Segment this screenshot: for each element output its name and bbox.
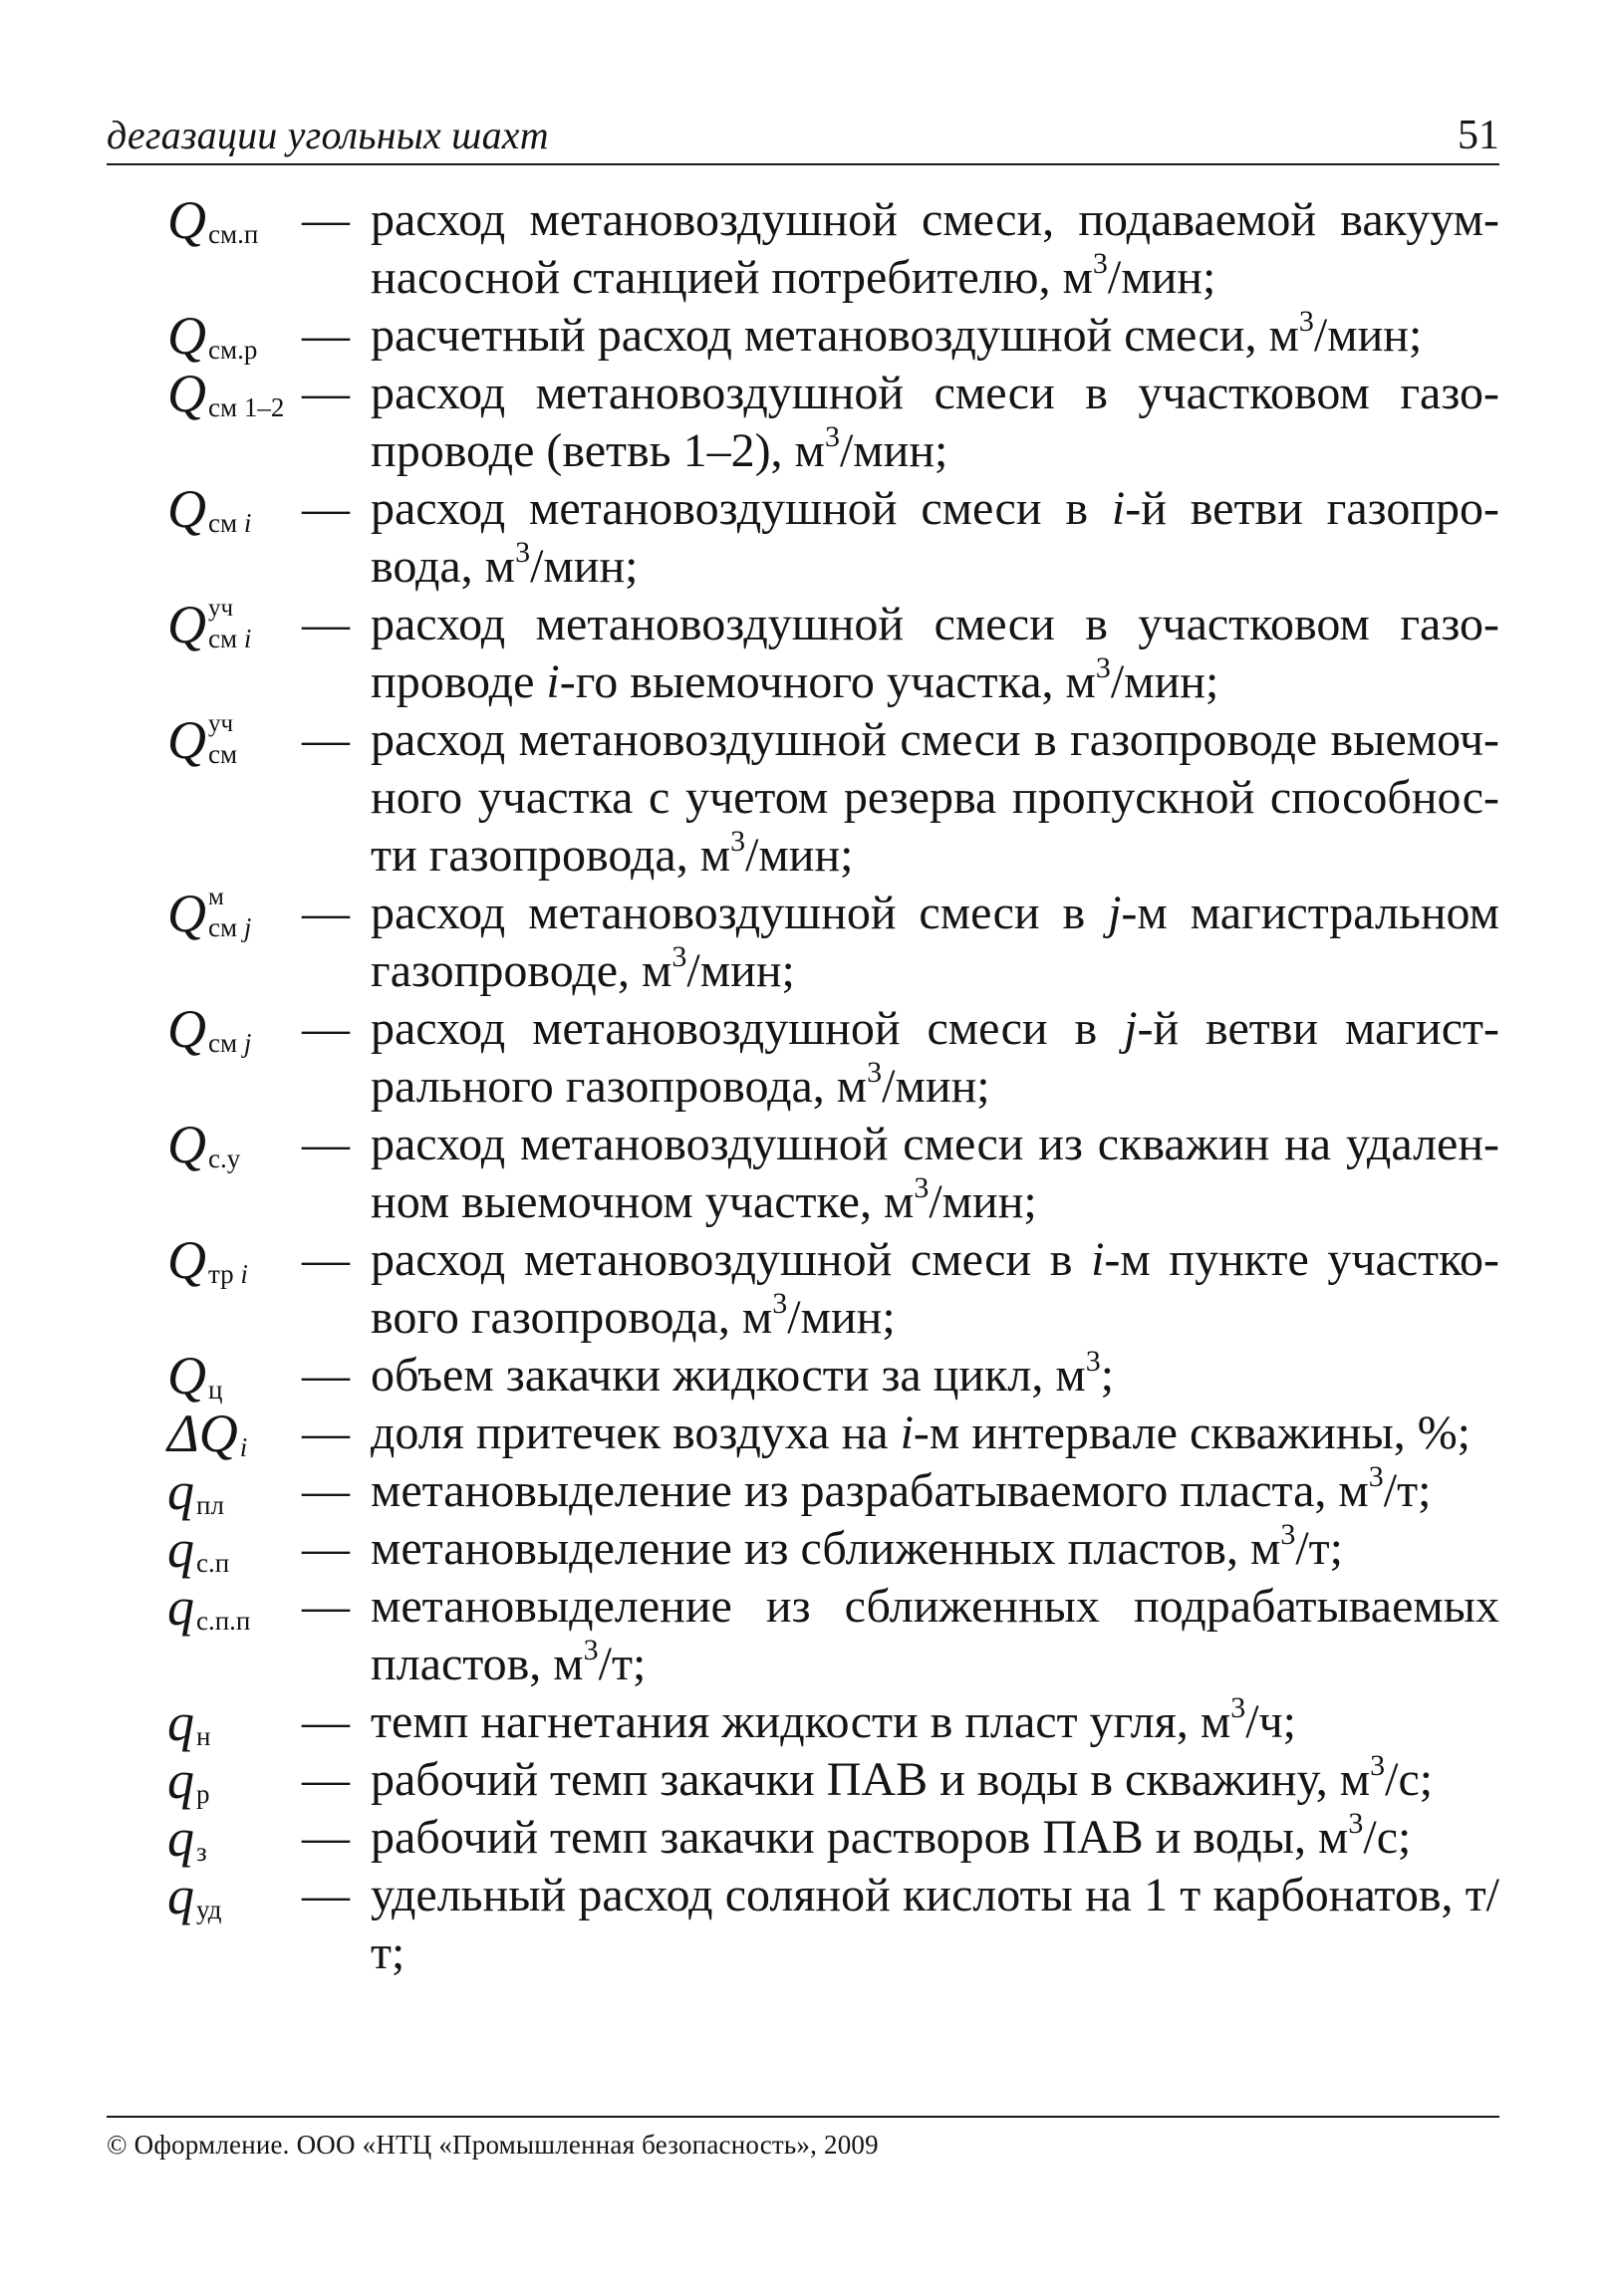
unit-exponent: 3 <box>583 1634 599 1666</box>
definition-index-variable: i <box>900 1406 914 1459</box>
definition-text-tail: /с; <box>1363 1811 1412 1864</box>
symbol-subscript-text: пл <box>196 1490 224 1520</box>
definition-text <box>371 596 1499 711</box>
definition-text <box>371 885 1499 1000</box>
symbol-subscript <box>208 219 258 249</box>
symbol-base: q <box>167 1519 194 1579</box>
definition-text <box>371 365 1499 480</box>
symbol-subscript-text: см <box>208 739 238 769</box>
definition-text-body: -й ветви магист-рального газопровода, м <box>371 1002 1499 1113</box>
symbol-notation <box>167 1751 297 1809</box>
symbol-base: Q <box>167 1115 206 1174</box>
symbol-scripts <box>206 1231 276 1289</box>
symbol-notation <box>167 365 297 422</box>
definition-text-body: -м интервале скважины, %; <box>913 1406 1471 1459</box>
definition-text <box>371 1404 1499 1462</box>
glossary-entry <box>0 1867 1605 1982</box>
symbol-notation <box>167 1404 297 1462</box>
symbol-subscript-text: см <box>208 1028 244 1058</box>
symbol-subscript-index: i <box>243 624 252 653</box>
definition-text-lead: доля притечек воздуха на <box>371 1406 901 1459</box>
definition-dash: — <box>302 1464 350 1517</box>
symbol-subscript-text: см <box>208 508 244 538</box>
symbol-subscript-text: уд <box>196 1895 222 1924</box>
symbol-notation <box>167 1347 297 1404</box>
glossary-entry <box>0 191 1605 307</box>
symbol-scripts <box>206 1347 276 1404</box>
definition-index-variable: i <box>546 655 560 708</box>
definition-text-body: расчетный расход метановоздушной смеси, м <box>371 309 1299 362</box>
definition-text-tail: /мин; <box>1110 655 1219 708</box>
symbol-subscript-text: с.п <box>196 1548 230 1578</box>
definition-text <box>371 1751 1499 1809</box>
symbol-base: q <box>167 1461 194 1521</box>
definition-index-variable: i <box>1091 1233 1105 1286</box>
footer-rule <box>107 2116 1499 2118</box>
definition-text-body: объем закачки жидкости за цикл, м <box>371 1349 1086 1402</box>
unit-exponent: 3 <box>671 940 687 973</box>
unit-exponent: 3 <box>1298 305 1314 338</box>
definition-dash: — <box>302 1811 350 1864</box>
symbol-notation <box>167 1520 297 1578</box>
symbol-notation <box>167 1693 297 1751</box>
definition-text-tail: /мин; <box>787 1291 896 1344</box>
symbol-base: Q <box>167 595 206 654</box>
unit-exponent: 3 <box>914 1171 930 1204</box>
symbol-notation <box>167 596 297 653</box>
symbol-base: Q <box>167 884 206 943</box>
symbol-scripts <box>238 1404 308 1462</box>
symbol-base: ΔQ <box>167 1403 238 1463</box>
symbol-scripts <box>194 1809 264 1867</box>
definition-text-tail: /т; <box>1383 1464 1432 1517</box>
definition-text <box>371 1347 1499 1404</box>
symbol-notation <box>167 885 297 942</box>
definition-dash: — <box>302 193 350 246</box>
definition-text <box>371 1867 1499 1982</box>
unit-exponent: 3 <box>1095 651 1111 684</box>
page-number: 51 <box>1458 113 1499 158</box>
definition-text-tail: /т; <box>1295 1522 1343 1575</box>
unit-exponent: 3 <box>1368 1460 1384 1493</box>
glossary-entry <box>0 1809 1605 1867</box>
definition-dash: — <box>302 1118 350 1170</box>
definition-dash: — <box>302 309 350 362</box>
glossary-entry <box>0 711 1605 885</box>
symbol-scripts <box>206 885 276 942</box>
definition-text-tail: /мин; <box>929 1175 1037 1228</box>
definition-index-variable: j <box>1124 1002 1138 1055</box>
definition-dash: — <box>302 1753 350 1806</box>
symbol-subscript-text: см 1–2 <box>208 392 285 422</box>
symbol-subscript <box>196 1779 210 1809</box>
definition-text <box>371 480 1499 596</box>
definition-text-body: метановыделение из разрабатываемого пласта, м <box>371 1464 1369 1517</box>
unit-exponent: 3 <box>1085 1345 1101 1378</box>
glossary-entry <box>0 1000 1605 1116</box>
glossary-entry <box>0 1578 1605 1693</box>
symbol-subscript-text: н <box>196 1721 211 1751</box>
definition-text <box>371 1462 1499 1520</box>
definition-dash: — <box>302 1522 350 1575</box>
definition-index-variable: i <box>1111 482 1126 535</box>
symbol-subscript <box>208 739 237 769</box>
symbol-subscript-index: j <box>243 1028 252 1058</box>
symbol-base: q <box>167 1577 194 1637</box>
symbol-scripts <box>194 1693 264 1751</box>
definition-text <box>371 711 1499 885</box>
symbol-subscript-index: i <box>240 1259 248 1289</box>
symbol-scripts <box>206 1116 276 1173</box>
symbol-glossary <box>0 191 1605 1982</box>
definition-text-body: -м магистральном газопроводе, м <box>371 887 1499 997</box>
definition-text <box>371 191 1499 307</box>
definition-text-tail: /ч; <box>1245 1695 1297 1748</box>
definition-index-variable: j <box>1108 887 1122 939</box>
symbol-subscript-text: з <box>196 1837 207 1867</box>
symbol-subscript-text: см <box>208 624 244 653</box>
symbol-subscript <box>196 1606 250 1636</box>
glossary-entry <box>0 307 1605 365</box>
symbol-subscript-text: см <box>208 912 244 942</box>
glossary-entry <box>0 1751 1605 1809</box>
definition-text-body: метановыделение из сближенных пластов, м <box>371 1522 1281 1575</box>
definition-text-lead: расход метановоздушной смеси в <box>371 887 1109 939</box>
definition-text <box>371 1693 1499 1751</box>
unit-exponent: 3 <box>867 1056 883 1089</box>
definition-text <box>371 1231 1499 1347</box>
symbol-notation <box>167 191 297 249</box>
definition-dash: — <box>302 598 350 650</box>
symbol-subscript-text: ц <box>208 1375 223 1404</box>
symbol-subscript-text: тр <box>208 1259 241 1289</box>
symbol-scripts <box>194 1520 264 1578</box>
unit-exponent: 3 <box>772 1287 788 1320</box>
unit-exponent: 3 <box>515 536 531 569</box>
symbol-subscript-text: см.п <box>208 219 259 249</box>
symbol-base: q <box>167 1808 194 1868</box>
symbol-subscript <box>208 1028 251 1058</box>
symbol-subscript-text: см.р <box>208 335 258 365</box>
glossary-entry <box>0 1116 1605 1231</box>
symbol-scripts <box>194 1578 264 1636</box>
definition-dash: — <box>302 1002 350 1055</box>
definition-text-tail: /мин; <box>745 829 854 882</box>
symbol-notation <box>167 1462 297 1520</box>
symbol-subscript <box>196 1837 207 1867</box>
symbol-notation <box>167 1809 297 1867</box>
definition-dash: — <box>302 1580 350 1633</box>
glossary-entry <box>0 365 1605 480</box>
definition-text <box>371 1578 1499 1693</box>
running-header <box>107 108 1499 165</box>
symbol-scripts <box>206 1000 276 1058</box>
definition-text-tail: /мин; <box>1313 309 1423 362</box>
glossary-entry <box>0 885 1605 1000</box>
symbol-subscript <box>208 1375 222 1404</box>
symbol-superscript: м <box>208 884 224 910</box>
definition-text-tail: /с; <box>1385 1753 1434 1806</box>
symbol-subscript <box>196 1548 229 1578</box>
glossary-entry <box>0 1347 1605 1404</box>
symbol-base: q <box>167 1692 194 1752</box>
definition-text-tail: /мин; <box>1107 251 1216 304</box>
definition-text-body: расход метановоздушной смеси в газопроводе выемоч-ного участка с учетом резерва пропускной способнос-ти газопровода, м <box>371 713 1499 882</box>
symbol-subscript <box>196 1490 224 1520</box>
definition-text <box>371 1116 1499 1231</box>
symbol-subscript <box>208 335 257 365</box>
unit-exponent: 3 <box>1092 247 1108 280</box>
definition-text-lead: расход метановоздушной смеси в <box>371 1002 1125 1055</box>
symbol-notation <box>167 480 297 538</box>
definition-text-lead: расход метановоздушной смеси в участковом газо-проводе <box>371 598 1499 708</box>
symbol-notation <box>167 1000 297 1058</box>
symbol-base: Q <box>167 364 206 423</box>
glossary-entry <box>0 1693 1605 1751</box>
definition-dash: — <box>302 1869 350 1921</box>
symbol-subscript-text: с.у <box>208 1144 241 1173</box>
symbol-subscript-index: j <box>243 912 252 942</box>
symbol-subscript <box>208 392 284 422</box>
definition-text-body: метановыделение из сближенных подрабатываемых пластов, м <box>371 1580 1499 1690</box>
symbol-base: Q <box>167 1230 206 1290</box>
symbol-subscript-text: р <box>196 1779 210 1809</box>
symbol-notation <box>167 711 297 769</box>
symbol-scripts <box>206 307 276 365</box>
definition-text-tail: /мин; <box>530 540 639 593</box>
definition-text-body: расход метановоздушной смеси в участковом газо-проводе (ветвь 1–2), м <box>371 367 1499 477</box>
symbol-scripts <box>206 191 276 249</box>
glossary-entry <box>0 596 1605 711</box>
definition-text <box>371 1000 1499 1116</box>
definition-text-tail: ; <box>1100 1349 1115 1402</box>
symbol-notation <box>167 1116 297 1173</box>
symbol-notation <box>167 1867 297 1924</box>
symbol-base: q <box>167 1866 194 1925</box>
symbol-subscript <box>208 624 251 653</box>
symbol-base: Q <box>167 479 206 539</box>
definition-dash: — <box>302 482 350 535</box>
definition-text-body: темп нагнетания жидкости в пласт угля, м <box>371 1695 1231 1748</box>
definition-dash: — <box>302 1695 350 1748</box>
unit-exponent: 3 <box>1230 1691 1246 1724</box>
symbol-notation <box>167 1231 297 1289</box>
definition-text-lead: расход метановоздушной смеси в <box>371 1233 1092 1286</box>
symbol-notation <box>167 1578 297 1636</box>
symbol-scripts <box>206 480 276 538</box>
symbol-base: Q <box>167 710 206 770</box>
symbol-subscript <box>208 1259 248 1289</box>
symbol-subscript <box>240 1432 248 1462</box>
symbol-superscript: уч <box>208 710 234 737</box>
definition-text-body: -м пункте участко-вого газопровода, м <box>371 1233 1500 1344</box>
symbol-base: Q <box>167 306 206 366</box>
symbol-subscript-index: i <box>239 1432 248 1462</box>
definition-text-body: -й ветви газопро-вода, м <box>371 482 1500 593</box>
definition-text <box>371 1809 1499 1867</box>
symbol-scripts <box>194 1751 264 1809</box>
symbol-base: q <box>167 1750 194 1810</box>
symbol-notation <box>167 307 297 365</box>
definition-dash: — <box>302 1349 350 1402</box>
symbol-base: Q <box>167 999 206 1059</box>
unit-exponent: 3 <box>1370 1749 1386 1782</box>
definition-dash: — <box>302 367 350 419</box>
symbol-subscript <box>208 1144 240 1173</box>
symbol-scripts <box>206 596 276 653</box>
definition-text-body: удельный расход соляной кислоты на 1 т карбонатов, т/т; <box>371 1869 1499 1979</box>
unit-exponent: 3 <box>730 825 746 858</box>
glossary-entry <box>0 1231 1605 1347</box>
symbol-subscript-text: с.п.п <box>196 1606 251 1636</box>
definition-dash: — <box>302 1233 350 1286</box>
glossary-entry <box>0 1462 1605 1520</box>
symbol-subscript <box>208 912 251 942</box>
definition-text <box>371 307 1499 365</box>
definition-text-tail: /мин; <box>882 1060 990 1113</box>
unit-exponent: 3 <box>1348 1807 1364 1840</box>
section-title: дегазации угольных шахт <box>107 113 549 157</box>
symbol-subscript <box>208 508 251 538</box>
definition-text-tail: /мин; <box>686 944 795 997</box>
definition-dash: — <box>302 713 350 766</box>
definition-text-body: -го выемочного участка, м <box>559 655 1096 708</box>
symbol-scripts <box>194 1867 264 1924</box>
symbol-subscript <box>196 1895 222 1924</box>
unit-exponent: 3 <box>1280 1518 1296 1551</box>
copyright-footer: © Оформление. ООО «НТЦ «Промышленная безопасность», 2009 <box>107 2130 879 2160</box>
definition-dash: — <box>302 1406 350 1459</box>
definition-text-body: рабочий темп закачки растворов ПАВ и воды, м <box>371 1811 1349 1864</box>
definition-text-body: рабочий темп закачки ПАВ и воды в скважину, м <box>371 1753 1371 1806</box>
symbol-scripts <box>206 365 285 422</box>
glossary-entry <box>0 1404 1605 1462</box>
definition-text <box>371 1520 1499 1578</box>
definition-text-lead: расход метановоздушной смеси в <box>371 482 1112 535</box>
symbol-scripts <box>206 711 276 769</box>
definition-text-body: расход метановоздушной смеси из скважин на удален-ном выемочном участке, м <box>371 1118 1499 1228</box>
unit-exponent: 3 <box>824 420 840 453</box>
symbol-subscript-index: i <box>243 508 252 538</box>
definition-text-tail: /мин; <box>839 424 948 477</box>
glossary-entry <box>0 480 1605 596</box>
symbol-base: Q <box>167 1346 206 1405</box>
symbol-subscript <box>196 1721 210 1751</box>
definition-dash: — <box>302 887 350 939</box>
definition-text-body: расход метановоздушной смеси, подаваемой вакуум-насосной станцией потребителю, м <box>371 193 1499 304</box>
definition-text-tail: /т; <box>598 1638 647 1690</box>
symbol-base: Q <box>167 190 206 250</box>
symbol-scripts <box>194 1462 264 1520</box>
glossary-entry <box>0 1520 1605 1578</box>
symbol-superscript: уч <box>208 595 234 622</box>
